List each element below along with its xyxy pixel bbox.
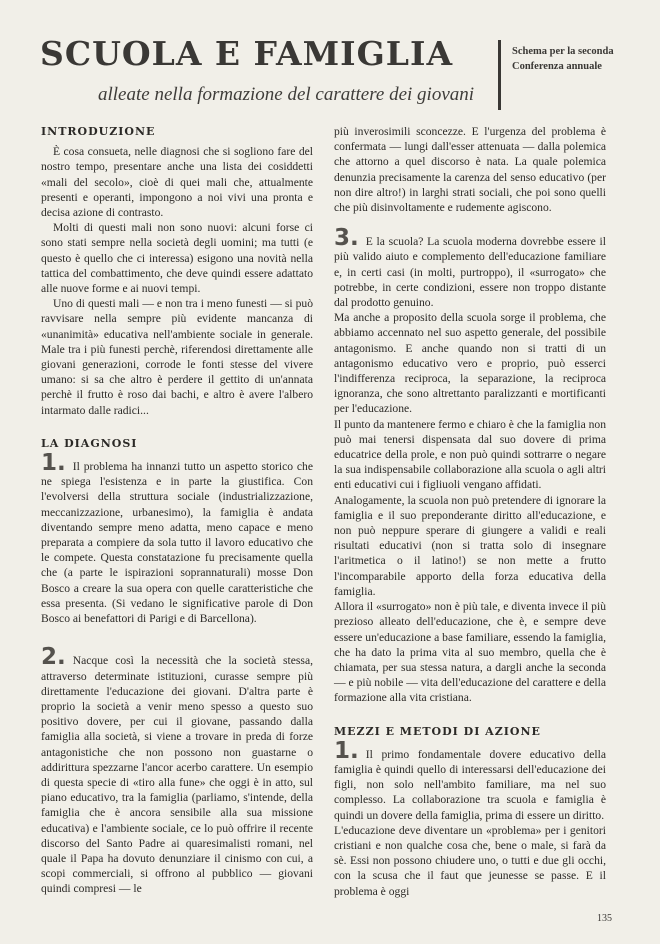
right-column (334, 124, 606, 899)
section-heading-introduzione: INTRODUZIONE (41, 125, 156, 138)
page-title: SCUOLA E FAMIGLIA (40, 34, 454, 73)
section-number-1: 1. (41, 450, 66, 477)
punto-fermo-paragraph: Il punto da mantenere fermo e chiaro è che la famiglia non può mai tenersi dispensata dal suo dovere di prima educatrice della prole, e non può quindi sottrarre o negare la sua indispensabile collaborazione alla scuola o agli altri enti educativi cui i figliuoli vengano affidati. (334, 417, 607, 492)
page-header (40, 34, 625, 118)
analogamente-paragraph: Analogamente, la scuola non può pretendere di ignorare la famiglia e il suo preponderante diritto all'educazione, e non può neppure sperare di giungere a validi e reali risultati educativi (non si tratta solo di insegnare l'aritmetica o il latino!) se non mette a frutto l'incomparabile apporto della forza educativa della famiglia. (334, 493, 606, 598)
mezzi-paragraph-1-text: Il primo fondamentale dovere educativo della famiglia è quindi quello di interessarsi dell'educazione dei figli, non solo nell'ambito familiare, ma nel suo complesso. La collaborazione tra scuola e famiglia è quindi un dovere della famiglia, prima di essere un diritto. (334, 747, 606, 822)
scuola-paragraph (334, 225, 606, 310)
mezzi-paragraph-1 (334, 737, 606, 823)
section-number-2: 2. (41, 644, 66, 671)
section-heading-diagnosi: LA DIAGNOSI (41, 436, 138, 450)
section-number-3: 3. (334, 225, 359, 252)
intro-paragraph-2: Molti di questi mali non sono nuovi: alcuni forse ci sono stati sempre nella società degli uomini; ma tutti (e questo è quello che ci interessa) esigono una novità nella tattica del combattimento, che deve quindi essere adattato alle nuove forme e ai nuovi tempi. (41, 221, 313, 296)
schema-note: Schema per la seconda Conferenza annuale (512, 46, 614, 72)
section-heading-mezzi: MEZZI E METODI DI AZIONE (334, 724, 541, 738)
continued-paragraph: più inverosimili sconcezze. E l'urgenza del problema è confermata — lungi dall'esser attenuata — dalla polemica che attorno a quel discorso è nata. La quale polemica denunzia precisamente la carenza del senso educativo (per non dire altro!) in larghi strati sociali, che poi sono quelli che più disinvoltamente e rudemente agiscono. (334, 125, 606, 215)
surrogato-paragraph: Allora il «surrogato» non è più tale, e diventa invece il più prezioso alleato dell'educazione, che è, e sempre deve essere un'educazione a base familiare, essendo la famiglia, che ha dato la prima vita al suo membro, quella che è chiamata, per sua stessa natura, a dargli anche la seconda — e più nobile — vita dell'educazione del carattere e della formazione alla vita cristiana. (334, 600, 606, 705)
mezzi-paragraph-2: L'educazione deve diventare un «problema» per i genitori cristiani e non qualche cosa che, bene o male, si farà da sè. Essi non possono chiudere uno, o tutti e due gli occhi, con la scusa che il faut que jeunesse se passe. E il problema è oggi (334, 823, 606, 898)
diagnosi-paragraph-2-text: Nacque così la necessità che la società stessa, attraverso determinate istituzioni, curasse sempre più direttamente l'educazione dei giovani. D'altra parte è proprio la società a venir meno spesso a questo suo positivo dovere, per cui il giovane, passando dalla famiglia alla società, si viene a trovare in preda di forze antagonistiche che non possono non guastarne o addirittura spezzarne l'ancor acerbo carattere. Un esempio di questa specie di «tiro alla fune» che oggi è in atto, sul piano educativo, tra la famiglia (parliamo, s'intende, della famiglia che è ancora sensibile alla sua missione educativa) e l'ambiente sociale, ce lo può offrire il recente discorso del Santo Padre ai quaresimalisti romani, nel quale il Papa ha dovuto denunziare il cinismo con cui, a scopi commerciali, si offrono al pubblico — giovani quindi compresi — le (41, 654, 313, 896)
scuola-paragraph-text: E la scuola? La scuola moderna dovrebbe essere il più valido aiuto e complemento dell'educazione familiare e, in certi casi (in molti, purtroppo), il «surrogato» che potrebbe, in certe condizioni, essere non troppo distante dal prodotto genuino. (334, 235, 606, 310)
section-number-m1: 1. (334, 737, 359, 764)
left-column (41, 124, 313, 897)
diagnosi-paragraph-2 (41, 644, 313, 896)
page-number: 135 (597, 913, 612, 924)
antagonismo-paragraph: Ma anche a proposito della scuola sorge il problema, che abbiamo accennato nel suo aspetto generale, del possibile antagonismo. E anche quando non si tratti di un antagonismo educativo vero e proprio, può esserci l'indifferenza reciproca, la separazione, la reciproca ignoranza, che sono altrettanto paralizzanti e mortificanti per l'educazione. (334, 311, 606, 416)
diagnosi-paragraph-1 (41, 450, 313, 626)
intro-paragraph-1: È cosa consueta, nelle diagnosi che si sogliono fare del nostro tempo, presentare anche una lista dei cosiddetti «mali del secolo», cioè di quei mali che, attualmente presenti e operanti, impongono a noi vivi una pronta e decisa azione di contrasto. (41, 145, 313, 220)
page-subtitle: alleate nella formazione del carattere dei giovani (98, 84, 475, 105)
diagnosi-paragraph-1-text: Il problema ha innanzi tutto un aspetto storico che ne spiega l'esistenza e in parte la giustifica. Con l'evolversi della struttura sociale (industrializzazione, meccanizzazione, urbanesimo), la famiglia è andata diventando sempre meno adatta, meno capace e meno preparata a compiere da sola tutto il lavoro educativo che le compete. Questa constatazione fu precisamente quella che (a parte le ispirazioni soprannaturali) mosse Don Bosco a creare la sua opera con quelle caratteristiche che essa presenta. (Si vedano le significative parole di Don Bosco ai benefattori di Parigi e di Barcellona). (41, 460, 313, 626)
intro-paragraph-3: Uno di questi mali — e non tra i meno funesti — si può ravvisare nella sempre più evidente mancanza di «unanimità» educativa nell'ambiente sociale in generale. Male tra i più funesti perchè, riferendosi direttamente alle giovani generazioni, corrode le fonti stesse del vivere umano: si sa che altro è perdere il gettito di un'annata perchè il frutto è roso dai bachi, e altro è avere l'albero intarmato dalle radici... (41, 297, 313, 417)
header-vertical-rule (498, 40, 501, 110)
